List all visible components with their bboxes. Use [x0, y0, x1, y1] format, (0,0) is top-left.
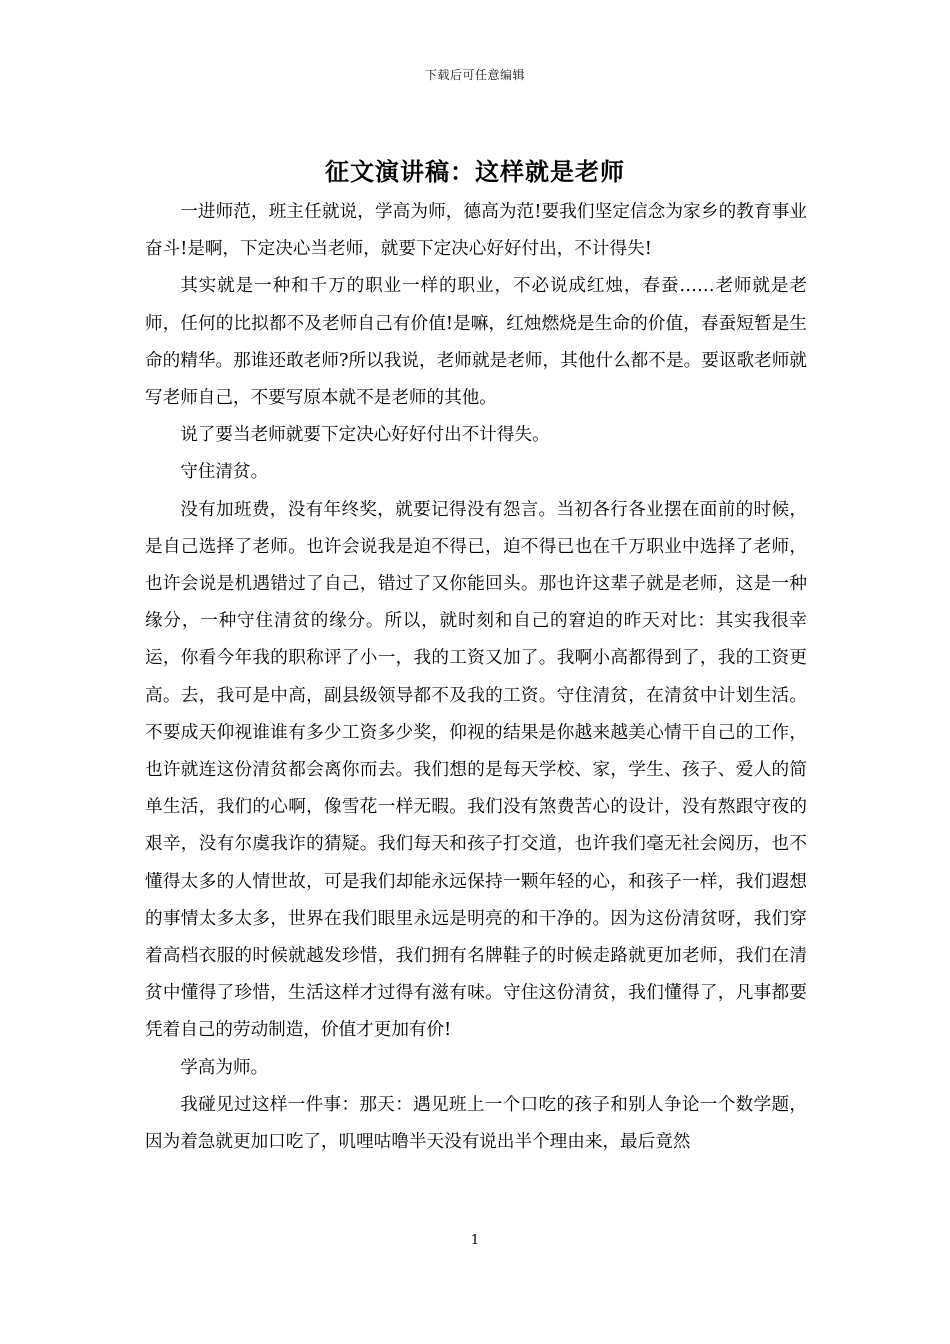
paragraph: 其实就是一种和千万的职业一样的职业，不必说成红烛，春蚕……老师就是老师，任何的比拟都不及老师自己有价值!是嘛，红烛燃烧是生命的价值，春蚕短暂是生命的精华。那谁还敢老师?所以我说，老师就是老师，其他什么都不是。要讴歌老师就写老师自己，不要写原本就不是老师的其他。	[145, 276, 807, 409]
header-note: 下载后可任意编辑	[424, 68, 525, 82]
page-number: 1	[470, 1233, 480, 1248]
paragraph: 我碰见过这样一件事：那天：遇见班上一个口吃的孩子和别人争论一个数学题，因为着急就更加口吃了，叽哩咕噜半天没有说出半个理由来，最后竟然	[145, 1094, 807, 1153]
document-body	[145, 194, 807, 1161]
paragraph: 说了要当老师就要下定决心好好付出不计得失。	[180, 425, 550, 446]
paragraph: 守住清贫。	[180, 462, 269, 483]
paragraph: 没有加班费，没有年终奖，就要记得没有怨言。当初各行各业摆在面前的时候，是自己选择了老师。也许会说我是迫不得已，迫不得已也在千万职业中选择了老师，也许会说是机遇错过了自己，错过了又你能回头。那也许这辈子就是老师，这是一种缘分，一种守住清贫的缘分。所以，就时刻和自己的窘迫的昨天对比：其实我很幸运，你看今年我的职称评了小一，我的工资又加了。我啊小高都得到了，我的工资更高。去，我可是中高，副县级领导都不及我的工资。守住清贫，在清贫中计划生活。不要成天仰视谁谁有多少工资多少奖，仰视的结果是你越来越美心情干自己的工作，也许就连这份清贫都会离你而去。我们想的是每天学校、家，学生、孩子、爱人的简单生活，我们的心啊，像雪花一样无暇。我们没有煞费苦心的设计，没有熬跟守夜的艰辛，没有尔虞我诈的猜疑。我们每天和孩子打交道，也许我们毫无社会阅历，也不懂得太多的人情世故，可是我们却能永远保持一颗年轻的心，和孩子一样，我们遐想的事情太多太多，世界在我们眼里永远是明亮的和干净的。因为这份清贫呀，我们穿着高档衣服的时候就越发珍惜，我们拥有名牌鞋子的时候走路就更加老师，我们在清贫中懂得了珍惜，生活这样才过得有滋有味。守住这份清贫，我们懂得了，凡事都要凭着自己的劳动制造，价值才更加有价!	[145, 499, 807, 1041]
paragraph: 一进师范，班主任就说，学高为师，德高为范!要我们坚定信念为家乡的教育事业奋斗!是啊，下定决心当老师，就要下定决心好好付出，不计得失!	[145, 202, 807, 260]
paragraph: 学高为师。	[180, 1057, 269, 1078]
document-title: 征文演讲稿：这样就是老师	[325, 158, 625, 186]
